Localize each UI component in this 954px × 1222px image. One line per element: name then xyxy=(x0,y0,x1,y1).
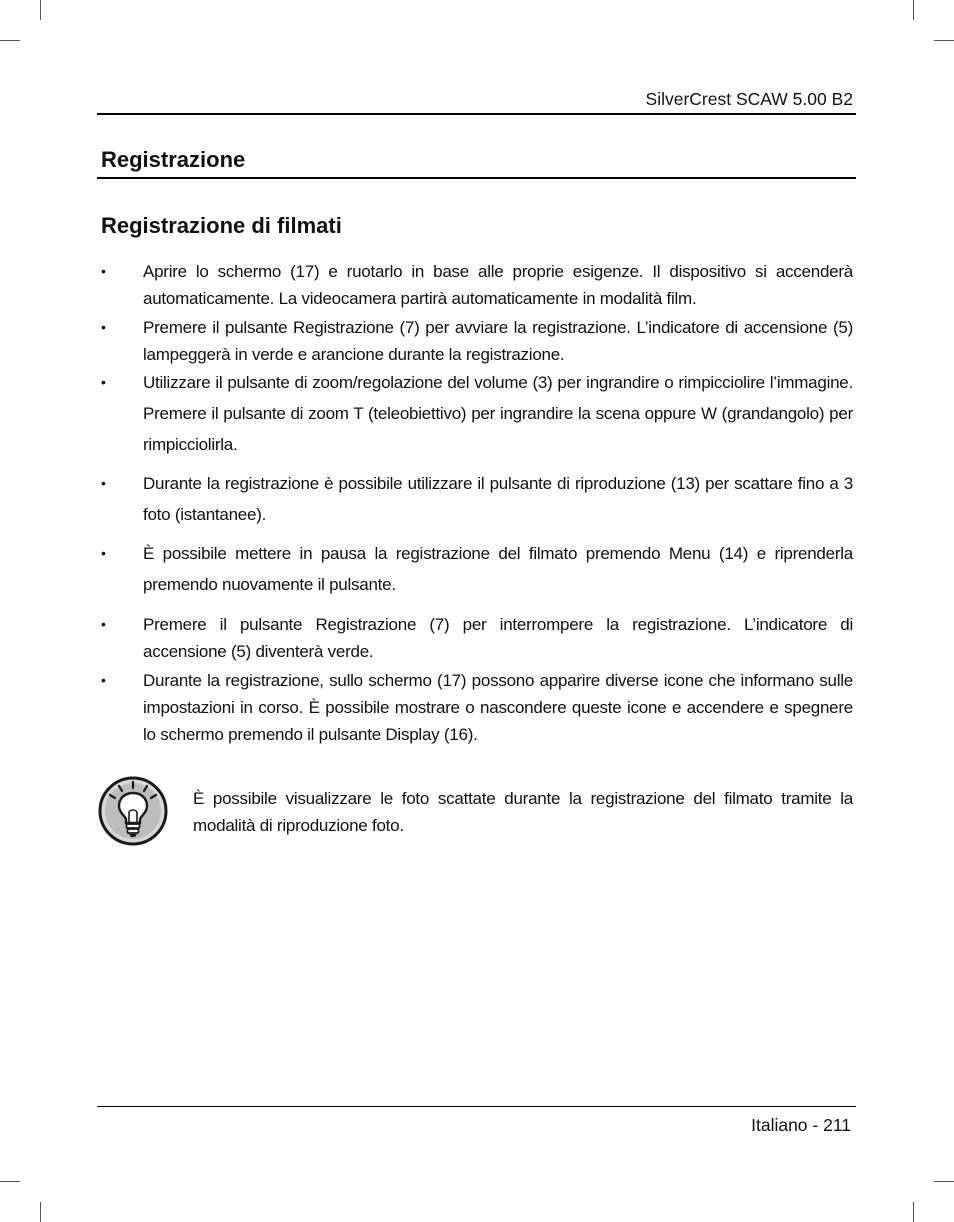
bullet-dot: • xyxy=(101,616,106,632)
bullet-dot: • xyxy=(101,319,106,335)
footer-rule xyxy=(97,1106,856,1107)
crop-mark xyxy=(40,0,41,20)
list-item xyxy=(101,258,853,312)
note-text: È possibile visualizzare le foto scattate durante la registrazione del filmato tramite la modalità di riproduzione foto. xyxy=(193,789,853,835)
list-item xyxy=(101,667,853,748)
bullet-dot: • xyxy=(101,263,106,279)
crop-mark xyxy=(0,1181,20,1182)
subsection-title: Registrazione di filmati xyxy=(101,213,342,238)
list-item xyxy=(101,314,853,368)
list-item-text: Aprire lo schermo (17) e ruotarlo in base alle proprie esigenze. Il dispositivo si accenderà automaticamente. La videocamera partirà automaticamente in modalità film. xyxy=(143,262,853,308)
list-item xyxy=(101,538,853,600)
bullet-dot: • xyxy=(101,672,106,688)
list-item-text: Durante la registrazione è possibile utilizzare il pulsante di riproduzione (13) per scattare fino a 3 foto (istantanee). xyxy=(143,474,853,524)
list-item-text: Utilizzare il pulsante di zoom/regolazione del volume (3) per ingrandire o rimpicciolire l’immagine. Premere il pulsante di zoom T (teleobiettivo) per ingrandire la scena oppure W (grandangolo) per rimpicciolirla. xyxy=(143,373,853,454)
crop-mark xyxy=(40,1202,41,1222)
section-title: Registrazione xyxy=(101,147,246,172)
bullet-dot: • xyxy=(101,545,106,561)
bullet-dot: • xyxy=(101,475,106,491)
crop-mark xyxy=(913,1202,914,1222)
list-item xyxy=(101,367,853,460)
crop-mark xyxy=(913,0,914,20)
list-item-text: È possibile mettere in pausa la registrazione del filmato premendo Menu (14) e riprenderla premendo nuovamente il pulsante. xyxy=(143,544,853,594)
list-item-text: Premere il pulsante Registrazione (7) per interrompere la registrazione. L’indicatore di accensione (5) diventerà verde. xyxy=(143,615,853,661)
list-item xyxy=(101,611,853,665)
list-item xyxy=(101,468,853,530)
header-product: SilverCrest SCAW 5.00 B2 xyxy=(645,89,853,109)
page-number: Italiano - 211 xyxy=(751,1115,851,1135)
list-item-text: Premere il pulsante Registrazione (7) per avviare la registrazione. L’indicatore di accensione (5) lampeggerà in verde e arancione durante la registrazione. xyxy=(143,318,853,364)
bullet-dot: • xyxy=(101,374,106,390)
crop-mark xyxy=(0,40,20,41)
header-rule xyxy=(97,113,856,115)
crop-mark xyxy=(934,1181,954,1182)
section-rule xyxy=(97,177,856,179)
lightbulb-icon xyxy=(98,776,168,846)
crop-mark xyxy=(934,40,954,41)
list-item-text: Durante la registrazione, sullo schermo (17) possono apparire diverse icone che informano sulle impostazioni in corso. È possibile mostrare o nascondere queste icone e accendere e spegnere lo schermo premendo il pulsante Display (16). xyxy=(143,671,853,744)
